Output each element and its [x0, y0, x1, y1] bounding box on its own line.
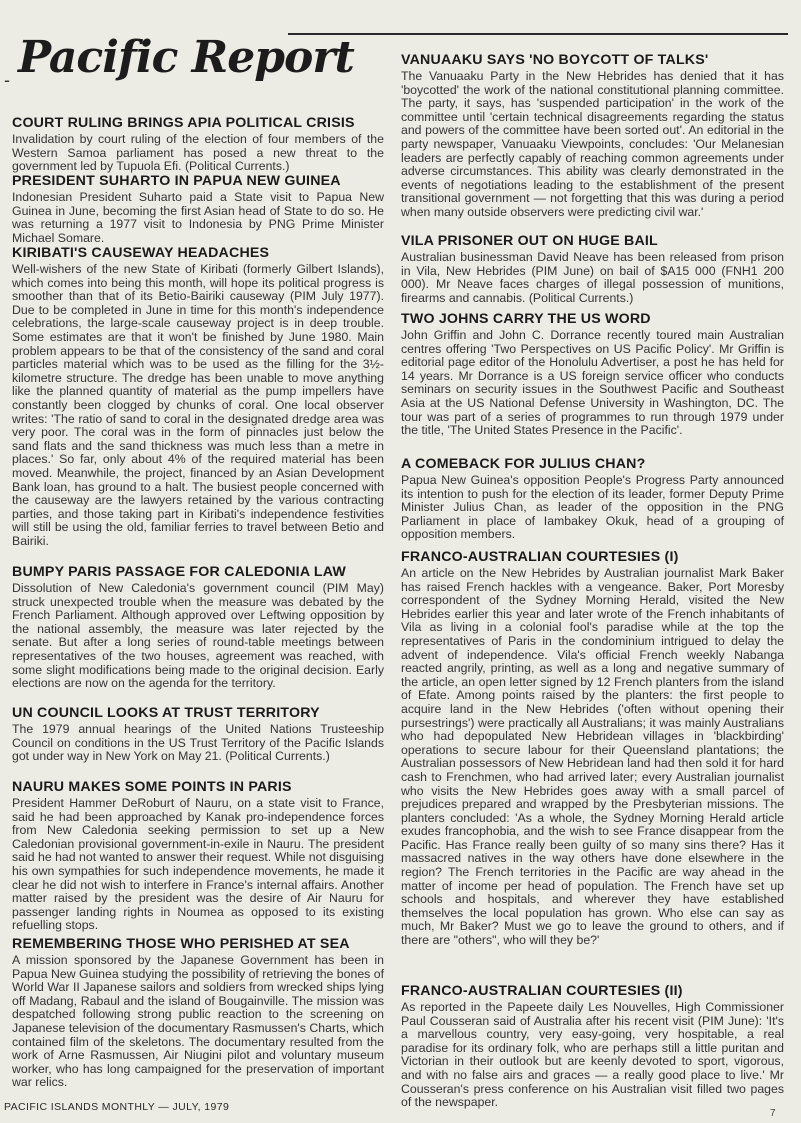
headline: KIRIBATI'S CAUSEWAY HEADACHES — [12, 245, 270, 261]
article-johns — [401, 311, 784, 438]
headline: NAURU MAKES SOME POINTS IN PARIS — [12, 779, 292, 795]
masthead-logo: Pacific Report — [18, 32, 354, 83]
headline: BUMPY PARIS PASSAGE FOR CALEDONIA LAW — [12, 564, 346, 580]
headline: UN COUNCIL LOOKS AT TRUST TERRITORY — [12, 705, 320, 721]
article-un — [12, 705, 384, 764]
article-franco2 — [401, 983, 784, 1110]
headline: REMEMBERING THOSE WHO PERISHED AT SEA — [12, 936, 350, 952]
article-body: Australian businessman David Neave has been released from prison in Vila, New Hebrides (PIM June) on bail of $A15 000 (FNH1 200 000). Mr Neave faces charges of illegal possession of munitions, firearms and cannabis. (Political Currents.) — [401, 250, 784, 305]
headline: VILA PRISONER OUT ON HUGE BAIL — [401, 233, 658, 249]
headline: PRESIDENT SUHARTO IN PAPUA NEW GUINEA — [12, 173, 341, 189]
article-body: A mission sponsored by the Japanese Government has been in Papua New Guinea studying the possibility of retrieving the bones of World War II Japanese sailors and soldiers from wrecked ships lying off Madang, Rabaul and the island of Bougainville. The mission was despatched following strong public reaction to the screening on Japanese television of the documentary Rasmussen's Charts, which contained film of the skeletons. The documentary resulted from the work of Arne Rasmussen, Air Niugini pilot and voluntary museum worker, who has long campaigned for the preservation of important war relics. — [12, 953, 384, 1090]
article-nauru — [12, 779, 384, 933]
article-body: Invalidation by court ruling of the election of four members of the Western Samoa parliament has posed a new threat to the government led by Tupuola Efi. (Political Currents.) — [12, 132, 384, 174]
headline: FRANCO-AUSTRALIAN COURTESIES (I) — [401, 549, 679, 565]
article-body: John Griffin and John C. Dorrance recently toured main Australian centres offering 'Two Perspectives on US Pacific Policy'. Mr Griffin is editorial page editor of the Honolulu Advertiser, a post he has held for 14 years. Mr Dorrance is a US foreign service officer who conducts seminars on security issues in the Southwest Pacific and Southeast Asia at the US National Defense University in Washington, DC. The tour was part of a series of programmes to run through 1979 under the title, 'The United States Presence in the Pacific'. — [401, 328, 784, 438]
headline: A COMEBACK FOR JULIUS CHAN? — [401, 456, 646, 472]
headline: FRANCO-AUSTRALIAN COURTESIES (II) — [401, 983, 683, 999]
article-suharto — [12, 173, 384, 245]
article-body: Indonesian President Suharto paid a State visit to Papua New Guinea in June, becoming the first Asian head of State to do so. He was returning a 1977 visit to Indonesia by PNG Prime Minister Michael Somare. — [12, 190, 384, 245]
footer-publication: PACIFIC ISLANDS MONTHLY — JULY, 1979 — [4, 1101, 230, 1113]
article-apia — [12, 115, 384, 174]
article-franco1 — [401, 549, 784, 948]
article-vila — [401, 233, 784, 305]
article-chan — [401, 456, 784, 542]
article-body: The 1979 annual hearings of the United Nations Trusteeship Council on conditions in the US Trust Territory of the Pacific Islands got under way in New York on May 21. (Political Currents.) — [12, 722, 384, 764]
article-remembering — [12, 936, 384, 1090]
top-rule — [288, 33, 788, 35]
page-number: 7 — [770, 1108, 776, 1119]
masthead-dash: - — [4, 70, 10, 90]
article-kiribati — [12, 245, 384, 548]
headline: VANUAAKU SAYS 'NO BOYCOTT OF TALKS' — [401, 52, 709, 68]
article-vanuaaku — [401, 52, 784, 220]
article-body: Dissolution of New Caledonia's government council (PIM May) struck unexpected trouble when the measure was debated by the French Parliament. Although approved over Leftwing opposition by the national assembly, the measure was later rejected by the senate. But after a long series of round-table meetings between representatives of the two houses, agreement was reached, with some slight modifications being made to the original decision. Early elections are now on the agenda for the territory. — [12, 581, 384, 691]
article-caledonia — [12, 564, 384, 691]
article-body: Papua New Guinea's opposition People's Progress Party announced its intention to push for the election of its leader, former Deputy Prime Minister Julius Chan, as leader of the opposition in the PNG Parliament in place of Iambakey Okuk, head of a grouping of opposition members. — [401, 473, 784, 542]
article-body: An article on the New Hebrides by Australian journalist Mark Baker has raised French hackles with a vengeance. Baker, Port Moresby correspondent of the Sydney Morning Herald, visited the New Hebrides earlier this year and later wrote of the French inhabitants of Vila as living in a colonial fool's paradise while at the top the representatives of Paris in the condominium intrigued to delay the advent of independence. Vila's official French weekly Nabanga reacted angrily, printing, as well as a long and negative summary of the article, an open letter signed by 12 French planters from the island of Efate. Among points raised by the planters: the first people to acquire land in the New Hebrides ('often without opening their pursestrings') were practically all Australians; it was mainly Australians who had depopulated New Hebridean villages in 'blackbirding' operations to secure labour for their Queensland plantations; the Australian possessors of New Hebridean land had then sold it for hard cash to Frenchmen, who had arrived later; every Australian journalist who visits the New Hebrides goes away with a small parcel of prejudices prepared and wrapped by the Presbyterian missions. The planters concluded: 'As a whole, the Sydney Morning Herald article exudes francophobia, and the wish to see France disappear from the Pacific. Has France really been guilty of so many sins there? Has it massacred natives in the way others have done elsewhere in the region? The French territories in the Pacific are way ahead in the matter of income per head of population. The French have set up schools and hospitals, and wherever they have established themselves the local population has grown. Who else can say as much, Mr Baker? Must we go to leave the ground to others, and if there are "others", who will they be?' — [401, 566, 784, 948]
article-body: The Vanuaaku Party in the New Hebrides has denied that it has 'boycotted' the work of the national constitutional planning committee. The party, it says, has 'suspended participation' in the work of the committee until 'certain technical disagreements regarding the status and powers of the committee have been sorted out'. An editorial in the party newspaper, Vanuaaku Viewpoints, concludes: 'Our Melanesian leaders are perfectly capably of reaching common agreements under adverse circumstances. This ability was clearly demonstrated in the events of negotiations leading to the establishment of the present transitional government — not forgetting that this was during a period when many outside observers were predicting civil war.' — [401, 69, 784, 219]
article-body: President Hammer DeRoburt of Nauru, on a state visit to France, said he had been approached by Kanak pro-independence forces from New Caledonia seeking permission to set up a New Caledonian provisional government-in-exile in Nauru. The president said he had not wanted to answer their request. While not disguising his own sympathies for such independence movements, he made it clear he did not wish to interfere in France's internal affairs. Another matter raised by the president was the desire of Air Nauru for passenger landing rights in Noumea as opposed to its existing refuelling stops. — [12, 796, 384, 933]
article-body: As reported in the Papeete daily Les Nouvelles, High Commissioner Paul Cousseran said of Australia after his recent visit (PIM June): 'It's a marvellous country, very easy-going, very hospitable, a real paradise for its ordinary folk, who are perhaps still a little puritan and Victorian in their outlook but are keenly devoted to sport, vigorous, and with no false airs and graces — a really good place to live.' Mr Cousseran's press conference on his Australian visit filled two pages of the newspaper. — [401, 1000, 784, 1110]
headline: COURT RULING BRINGS APIA POLITICAL CRISIS — [12, 115, 355, 131]
headline: TWO JOHNS CARRY THE US WORD — [401, 311, 651, 327]
article-body: Well-wishers of the new State of Kiribati (formerly Gilbert Islands), which comes into being this month, will hope its political progress is smoother than that of its Betio-Bairiki causeway (PIM July 1977). Due to be completed in June in time for this month's independence celebrations, the large-scale causeway project is in deep trouble. Some estimates are that it won't be finished by June 1980. Main problem appears to be that of the consistency of the sand and coral particles material which was to be used as the filling for the 3½-kilometre structure. The dredge has been unable to move anything like the planned quantity of material as the pump impellers have constantly been clogged by chunks of coral. One local observer writes: 'The ratio of sand to coral in the designated dredge area was very poor. The coral was in the form of pinnacles just below the sand flats and the sand thickness was much less than a metre in places.' So far, only about 4% of the required material has been moved. Meanwhile, the project, financed by an Asian Development Bank loan, has ground to a halt. The busiest people concerned with the causeway are the lawyers retained by the various contracting parties, and those taking part in Kiribati's independence festivities will still be using the old, familiar ferries to travel between Betio and Bairiki. — [12, 262, 384, 548]
masthead — [4, 28, 354, 98]
